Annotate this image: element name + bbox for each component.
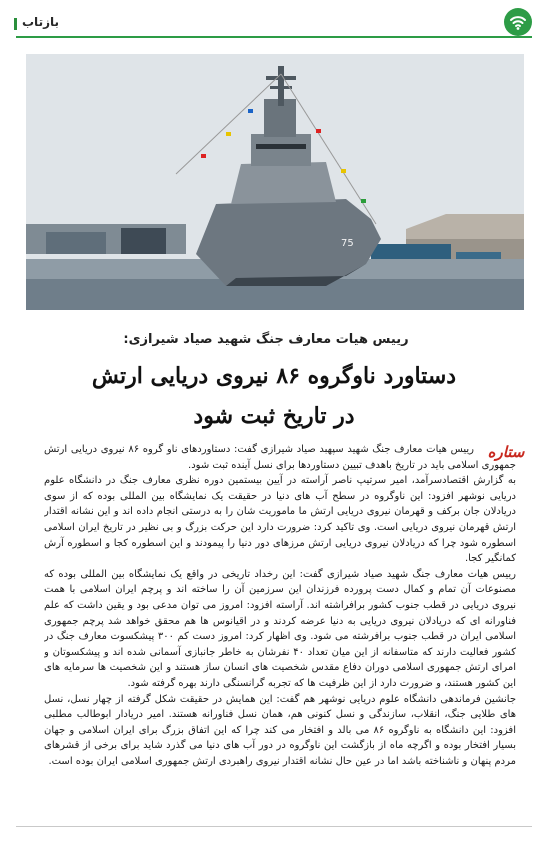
article-kicker: رییس هیات معارف جنگ شهید صیاد شیرازی: [123,332,409,347]
article-paragraph: رییس هیات معارف جنگ شهید سپهبد صیاد شیرازی گفت: دستاوردهای ناو گروه ۸۶ نیروی دریایی ارتش جمهوری اسلامی باید در تاریخ باهدف تبیین دستاوردها برای نسل آینده ثبت شود. [44,444,516,471]
byline-logo: ستاره [487,443,525,461]
hull-number: 75 [341,238,354,249]
article-paragraph: جانشین فرماندهی دانشگاه علوم دریایی نوشهر هم گفت: این همایش در حقیقت شکل گرفته از چهار نسل، نسل های طلایی جنگ، انقلاب، سازندگی و نسل کنونی هم، همان نسل فناورانه هستند. امیر دریادار ابوطالب مطلبی افزود: این دانشگاه به ناوگروه ۸۶ می بالد و افتخار می کند چرا که این اتفاق بزرگ برای ایران اسلامی و جهان بسیار افتخار بوده و اگرچه ماه از بازگشت این ناوگروه در دور آب های دنیا می گذرد شاید برای برخی از قشرهای مردم پنهان و ناشناخته باشد اما در عین حال نشانه اقتدار نیروی راهبردی ارتش جمهوری اسلامی ایران بوده است. [44,693,516,767]
article-headline [44,356,504,436]
wifi-icon [504,8,532,36]
warship-photo [26,54,524,310]
article-paragraph: به گزارش اقتصادسرآمد، امیر سرتیپ ناصر آراسته در آیین بیستمین دوره نظری معارف جنگ در دانشگاه علوم دریایی نوشهر افزود: این ناوگروه در سطح آب های دنیا در حقیقت یک نمایشگاه بین المللی بوده که از سوی دریادلان جان برکف و قهرمان نیروی دریایی ارتش ما ماموریت شان را به درستی انجام داده اند و این نشانه اقتدار ارتش قهرمان نیروی دریایی است. وی تاکید کرد: ضرورت دارد این حرکت بزرگ و بی نظیر در تاریخ ایران اسلامی اسطوره شود چرا که دریادلان نیروی دریایی ارتش مرزهای دور دنیا را پیمودند و این اسطوره کجا و اسطوره آرش کمانگیر کجا. [44,475,516,565]
newspaper-page [16,10,532,828]
bottom-rule [16,826,532,827]
section-header [16,10,532,34]
article-paragraph: رییس هیات معارف جنگ شهید صیاد شیرازی گفت: این رخداد تاریخی در واقع یک نمایشگاه بین المللی بوده که مصنوعات آن تمام و کمال دست پرورده فرزندان این سرزمین آن را ساخته اند و پرچم ایران اسلامی با همت نیروی دریایی در قطب جنوب کشور برافراشته اند. آراسته افزود: امروز می توان مدعی بود و یقین داشت که علم فناورانه ای که دریادلان نیروی دریایی به دنیا عرضه کردند و در اقیانوس ها هم محقق خواهد شد پرچم جمهوری اسلامی ایران در قطب جنوب برافرشته می شود. وی اظهار کرد: امروز دست کم ۳۰۰ پیشکسوت معارف جنگ در کشور فعالیت دارند که متاسفانه از این میان تعداد ۴۰ نفرشان به خاطر جانبازی آسمانی شده اند و پیشکسوتان و امرای ارتش جمهوری اسلامی دوران دفاع مقدس شخصیت های انسان ساز هستند و این شخصیت ها سرمایه های این کشور هستند، و ضرورت دارد از این ظرفیت ها که تجربه گرانسنگی دارند بهره گرفته شود. [44,568,516,689]
headline-line: در تاریخ ثبت شود [193,403,355,429]
headline-line: دستاورد ناوگروه ۸۶ نیروی دریایی ارتش [91,363,457,389]
header-rule [16,36,532,38]
section-label: بازتاب [16,15,59,29]
article-body [44,442,516,822]
